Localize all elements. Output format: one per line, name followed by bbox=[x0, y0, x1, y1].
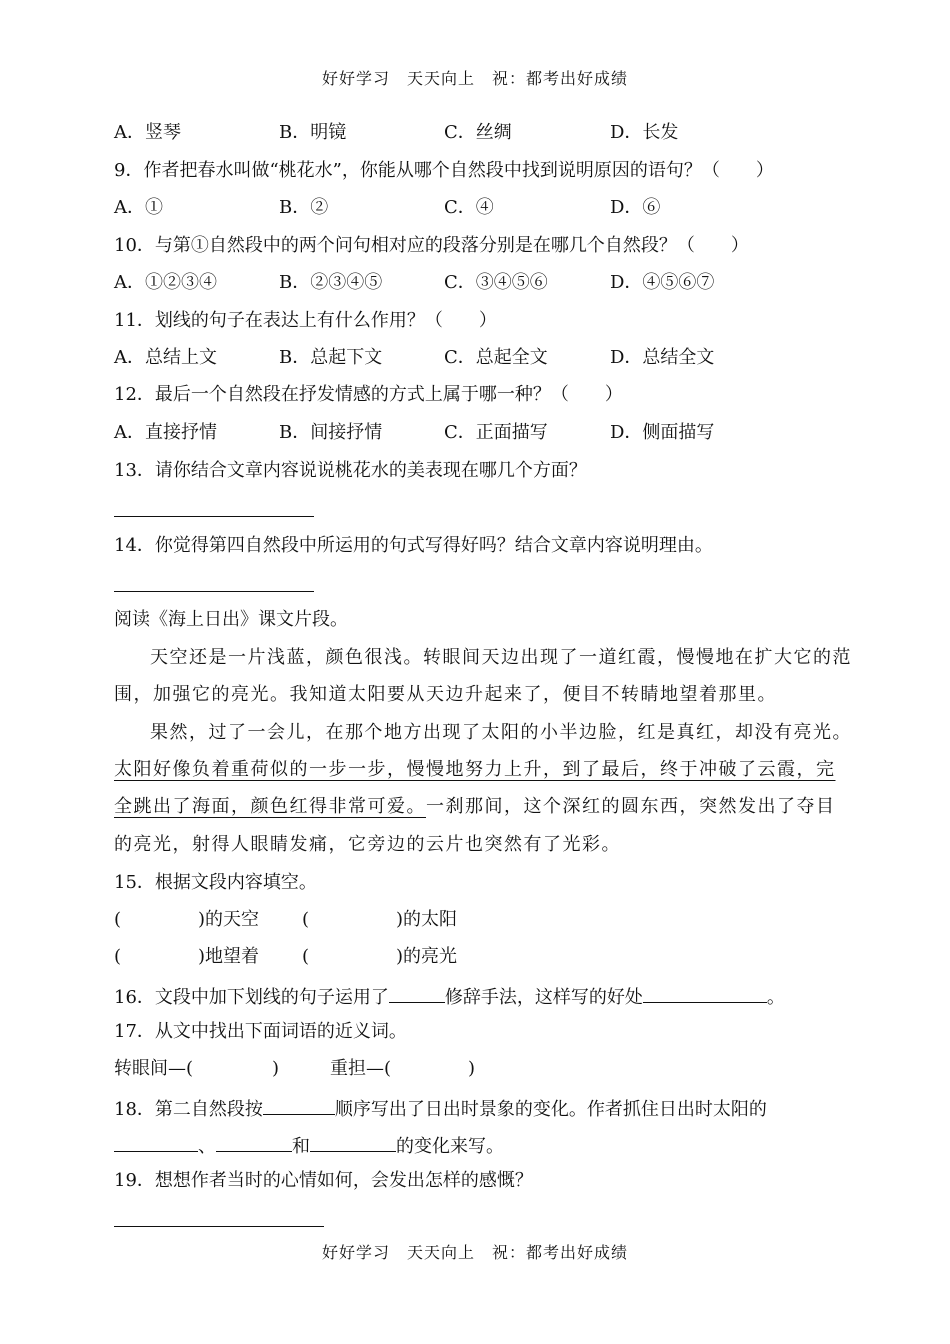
q15-item-1-open[interactable]: ( bbox=[114, 909, 122, 930]
q18-line2 bbox=[114, 1131, 504, 1160]
q12-option-a[interactable]: A．直接抒情 bbox=[114, 422, 217, 443]
q11-text: 11．划线的句子在表达上有什么作用？（ ） bbox=[114, 310, 497, 331]
q17-word1-close: ) bbox=[272, 1058, 280, 1079]
q18-blank-order[interactable] bbox=[263, 1094, 335, 1115]
passage-p1-line2: 围，加强它的亮光。我知道太阳要从天边升起来了，便目不转睛地望着那里。 bbox=[114, 684, 777, 705]
q15-row-2 bbox=[114, 944, 614, 970]
page-header: 好好学习 天天向上 祝：都考出好成绩 bbox=[321, 69, 628, 88]
q14-text: 14．你觉得第四自然段中所运用的句式写得好吗？结合文章内容说明理由。 bbox=[114, 535, 713, 556]
q18-sep: 、 bbox=[198, 1136, 216, 1157]
q8-option-b[interactable]: B．明镜 bbox=[279, 122, 347, 143]
q15-item-4-open[interactable]: ( bbox=[302, 946, 310, 967]
q16-part3: 。 bbox=[766, 987, 785, 1008]
q16-blank-rhetoric[interactable] bbox=[389, 982, 445, 1003]
q11-option-d[interactable]: D．总结全文 bbox=[610, 347, 715, 368]
q18-blank-2[interactable] bbox=[216, 1131, 292, 1152]
q12-option-d[interactable]: D．侧面描写 bbox=[610, 422, 715, 443]
q12-option-b[interactable]: B．间接抒情 bbox=[279, 422, 383, 443]
passage-underlined-sentence-part1: 太阳好像负着重荷似的一步一步，慢慢地努力上升，到了最后，终于冲破了云霞，完 bbox=[114, 759, 836, 780]
q13-text: 13．请你结合文章内容说说桃花水的美表现在哪几个方面？ bbox=[114, 460, 587, 481]
q15-row-1 bbox=[114, 907, 614, 933]
q16-part2: 修辞手法，这样写的好处 bbox=[444, 987, 643, 1008]
q11-option-c[interactable]: C．总起全文 bbox=[444, 347, 548, 368]
q9-option-a[interactable]: A．① bbox=[114, 197, 163, 218]
q13-answer-line[interactable] bbox=[114, 516, 314, 517]
page-footer: 好好学习 天天向上 祝：都考出好成绩 bbox=[321, 1243, 628, 1262]
q18-line1 bbox=[114, 1094, 767, 1123]
q9-text: 9．作者把春水叫做“桃花水”，你能从哪个自然段中找到说明原因的语句？（ ） bbox=[114, 160, 774, 181]
q12-option-c[interactable]: C．正面描写 bbox=[444, 422, 548, 443]
q9-option-c[interactable]: C．④ bbox=[444, 197, 494, 218]
q10-text: 10．与第①自然段中的两个问句相对应的段落分别是在哪几个自然段？（ ） bbox=[114, 235, 749, 256]
q17-row bbox=[114, 1056, 514, 1082]
q18-part2: 顺序写出了日出时景象的变化。作者抓住日出时太阳的 bbox=[334, 1099, 767, 1120]
q8-option-a[interactable]: A．竖琴 bbox=[114, 122, 181, 143]
passage-p2-line2 bbox=[114, 757, 836, 783]
q16-part1: 16．文段中加下划线的句子运用了 bbox=[114, 987, 389, 1008]
q18-blank-3[interactable] bbox=[310, 1131, 396, 1152]
q9-option-d[interactable]: D．⑥ bbox=[610, 197, 661, 218]
q18-end: 的变化来写。 bbox=[396, 1136, 504, 1157]
q10-option-b[interactable]: B．②③④⑤ bbox=[279, 272, 383, 293]
q8-option-c[interactable]: C．丝绸 bbox=[444, 122, 512, 143]
q16-text bbox=[114, 982, 785, 1011]
passage-p2-line4: 的亮光，射得人眼睛发痛，它旁边的云片也突然有了光彩。 bbox=[114, 834, 621, 855]
q14-answer-line[interactable] bbox=[114, 591, 314, 592]
q9-option-b[interactable]: B．② bbox=[279, 197, 329, 218]
q15-item-4-close: )的亮光 bbox=[396, 946, 458, 967]
q12-text: 12．最后一个自然段在抒发情感的方式上属于哪一种？（ ） bbox=[114, 384, 623, 405]
q15-item-2-open[interactable]: ( bbox=[302, 909, 310, 930]
q10-option-c[interactable]: C．③④⑤⑥ bbox=[444, 272, 548, 293]
q16-blank-benefit[interactable] bbox=[643, 982, 767, 1003]
q19-answer-line[interactable] bbox=[114, 1226, 324, 1227]
reading-intro: 阅读《海上日出》课文片段。 bbox=[114, 609, 348, 630]
q11-option-a[interactable]: A．总结上文 bbox=[114, 347, 217, 368]
q15-text: 15．根据文段内容填空。 bbox=[114, 872, 317, 893]
q17-text: 17．从文中找出下面词语的近义词。 bbox=[114, 1021, 407, 1042]
q17-word2[interactable]: 重担—( bbox=[330, 1058, 392, 1079]
q8-option-d[interactable]: D．长发 bbox=[610, 122, 679, 143]
q10-option-d[interactable]: D．④⑤⑥⑦ bbox=[610, 272, 715, 293]
passage-underlined-sentence-part2: 全跳出了海面，颜色红得非常可爱。 bbox=[114, 796, 426, 817]
q18-and: 和 bbox=[292, 1136, 310, 1157]
q11-option-b[interactable]: B．总起下文 bbox=[279, 347, 383, 368]
passage-p2-line3 bbox=[114, 794, 836, 820]
q17-word2-close: ) bbox=[468, 1058, 476, 1079]
q18-part1: 18．第二自然段按 bbox=[114, 1099, 263, 1120]
passage-p2-line1: 果然，过了一会儿，在那个地方出现了太阳的小半边脸，红是真红，却没有亮光。 bbox=[150, 722, 852, 743]
q17-word1[interactable]: 转眼间—( bbox=[114, 1058, 194, 1079]
q15-item-1-close: )的天空 bbox=[198, 909, 260, 930]
q15-item-3-close: )地望着 bbox=[198, 946, 260, 967]
q19-text: 19．想想作者当时的心情如何，会发出怎样的感慨？ bbox=[114, 1170, 533, 1191]
passage-p1-line1: 天空还是一片浅蓝，颜色很浅。转眼间天边出现了一道红霞，慢慢地在扩大它的范 bbox=[150, 647, 852, 668]
q15-item-2-close: )的太阳 bbox=[396, 909, 458, 930]
q18-blank-1[interactable] bbox=[114, 1131, 198, 1152]
q15-item-3-open[interactable]: ( bbox=[114, 946, 122, 967]
passage-p2-line3-rest: 一刹那间，这个深红的圆东西，突然发出了夺目 bbox=[426, 796, 836, 817]
q10-option-a[interactable]: A．①②③④ bbox=[114, 272, 217, 293]
